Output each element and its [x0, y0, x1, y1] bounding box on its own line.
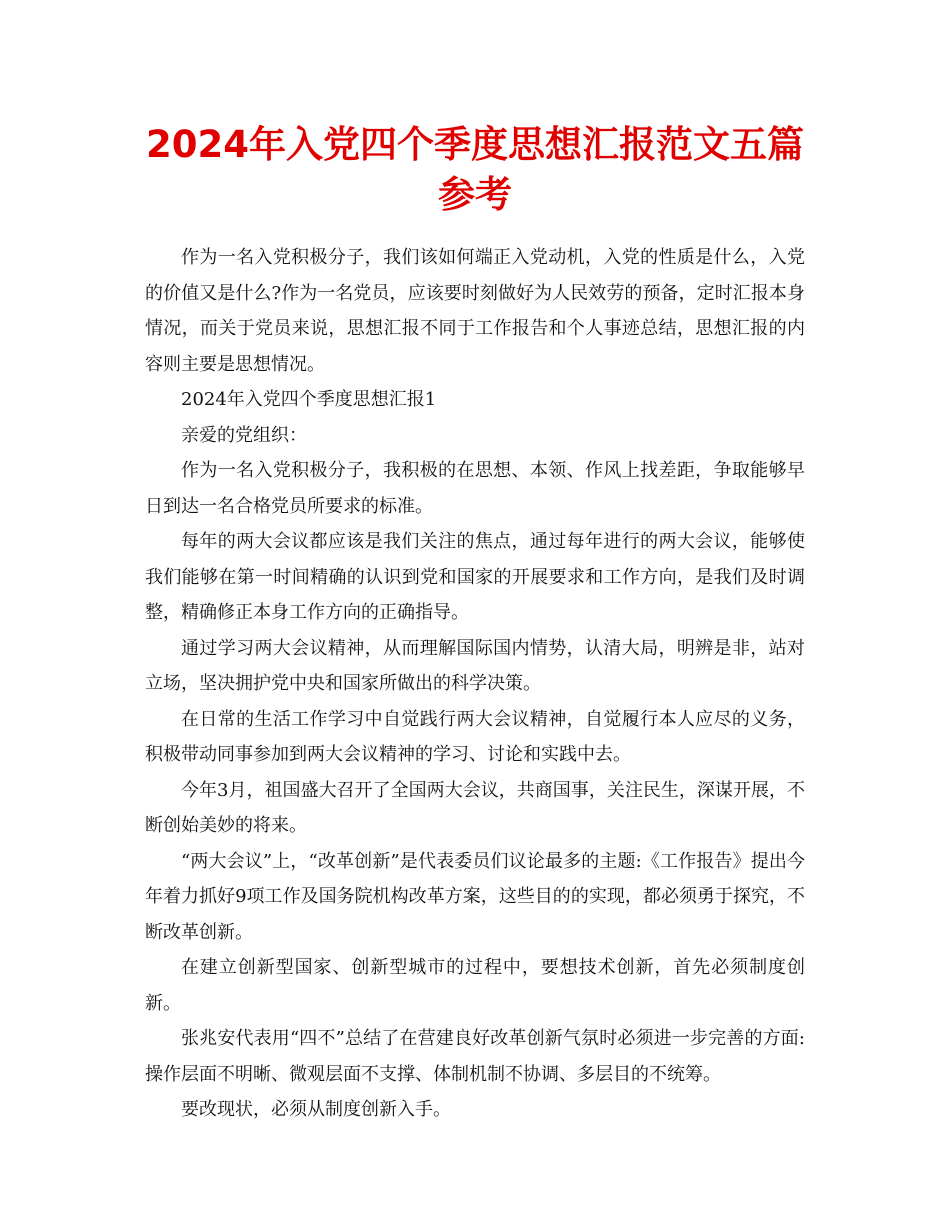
- paragraph: 作为一名入党积极分子，我积极的在思想、本领、作风上找差距，争取能够早日到达一名合格党员所要求的标准。: [145, 460, 805, 517]
- paragraph: “两大会议”上，“改革创新”是代表委员们议论最多的主题:《工作报告》提出今年着力抓好9项工作及国务院机构改革方案，这些目的的实现，都必须勇于探究，不断改革创新。: [145, 850, 805, 943]
- paragraph: 每年的两大会议都应该是我们关注的焦点，通过每年进行的两大会议，能够使我们能够在第一时间精确的认识到党和国家的开展要求和工作方向，是我们及时调整，精确修正本身工作方向的正确指导。: [145, 531, 805, 623]
- paragraph-section-heading: 2024年入党四个季度思想汇报1: [181, 389, 437, 410]
- paragraph-intro: 作为一名入党积极分子，我们该如何端正入党动机，入党的性质是什么，入党的价值又是什么?作为一名党员，应该要时刻做好为人民效劳的预备，定时汇报本身情况，而关于党员来说，思想汇报不同于工作报告和个人事迹总结，思想汇报的内容则主要是思想情况。: [145, 247, 805, 375]
- paragraph: 在建立创新型国家、创新型城市的过程中，要想技术创新，首先必须制度创新。: [145, 957, 805, 1014]
- paragraph: 今年3月，祖国盛大召开了全国两大会议，共商国事，关注民生，深谋开展，不断创始美妙的将来。: [145, 779, 805, 836]
- paragraph-salutation: 亲爱的党组织：: [181, 424, 307, 446]
- paragraph: 在日常的生活工作学习中自觉践行两大会议精神，自觉履行本人应尽的义务，积极带动同事参加到两大会议精神的学习、讨论和实践中去。: [145, 708, 805, 765]
- paragraph: 要改现状，必须从制度创新入手。: [181, 1099, 451, 1120]
- paragraph: 通过学习两大会议精神，从而理解国际国内情势，认清大局，明辨是非，站对立场，坚决拥护党中央和国家所做出的科学决策。: [145, 637, 805, 694]
- paragraph: 张兆安代表用“四不”总结了在营建良好改革创新气氛时必须进一步完善的方面:操作层面不明晰、微观层面不支撑、体制机制不协调、多层目的不统筹。: [145, 1028, 805, 1085]
- document-body: [145, 240, 805, 1128]
- document-title: 2024年入党四个季度思想汇报范文五篇参考: [146, 123, 804, 216]
